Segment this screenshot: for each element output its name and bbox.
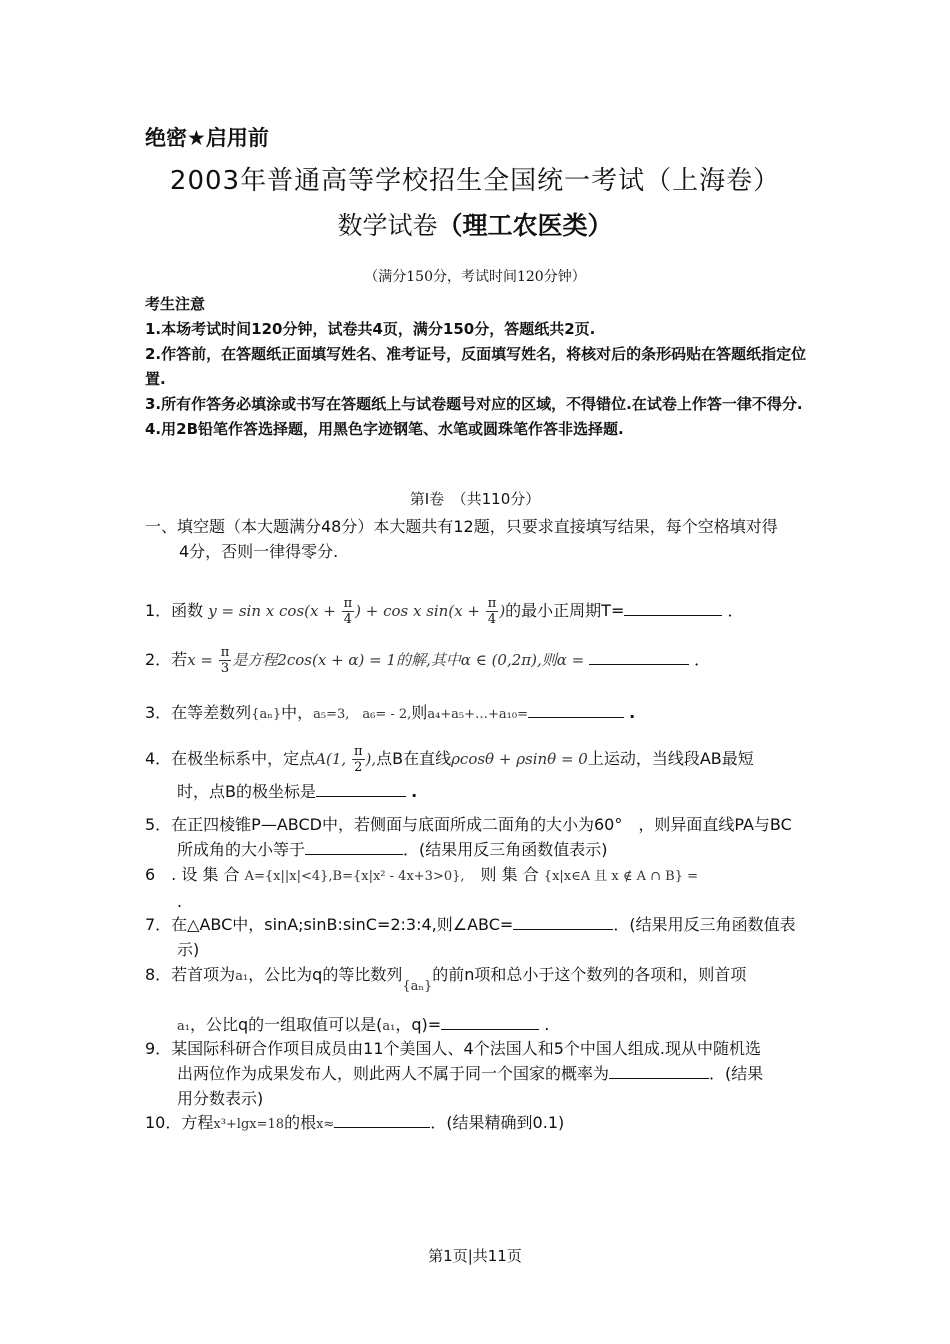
subject-prefix: 数学试卷: [337, 211, 438, 240]
q10-equation: x³+lgx=18: [213, 1117, 285, 1132]
q10-answer-blank: [334, 1111, 430, 1128]
intro-line: 一、填空题（本大题满分48分）本大题共有12题，只要求直接填写结果，每个空格填对得: [145, 517, 778, 536]
page-footer: 第1页|共11页: [428, 1247, 522, 1265]
exam-title: 2003年普通高等学校招生全国统一考试（上海卷）: [169, 166, 781, 196]
section-title: 第Ⅰ卷 （共110分）: [409, 490, 541, 508]
q2-formula: 是方程2cos(x + α) = 1的解,其中α ∈ (0,2π),则α =: [232, 651, 589, 669]
subject-suffix: （理工农医类）: [437, 211, 613, 240]
q2-answer-blank: [589, 648, 689, 665]
q2-fraction: $\frac{\pi}{3}$: [220, 645, 230, 676]
q7-answer-blank: [513, 913, 613, 930]
subject-title: [0, 206, 950, 242]
q1-fraction: $\frac{\pi}{4}$: [487, 596, 497, 627]
note-item: 4.用2B铅笔作答选择题，用黑色字迹钢笔、水笔或圆珠笔作答非选择题.: [145, 420, 624, 438]
question-2: 2．若x = $\frac{\pi}{3}$ 是方程2cos(x + α) = 1的解,其中α ∈ (0,2π),则α = ．: [145, 645, 711, 676]
q5-answer-blank: [305, 838, 403, 855]
q4-point: A(1,: [315, 750, 351, 768]
exam-info: （满分150分，考试时间120分钟）: [364, 269, 586, 285]
note-item: 3.所有作答务必填涂或书写在答题纸上与试卷题号对应的区域，不得错位.在试卷上作答一律不得分.: [145, 395, 803, 413]
q1-formula: y = sin x cos(x +: [208, 602, 341, 620]
question-1: 1．函数 y = sin x cos(x + $\frac{\pi}{4}$ ) + cos x sin(x + $\frac{\pi}{4}$ )的最小正周期T= ．: [145, 596, 744, 627]
question-10: 10．方程x³+lgx=18的根x≈ ．(结果精确到0.1): [145, 1113, 565, 1132]
q1-answer-blank: [624, 599, 722, 616]
q1-fraction: $\frac{\pi}{4}$: [343, 596, 353, 627]
question-7: 7．在△ABC中，sinA;sinB:sinC=2:3:4,则∠ABC= ．(结果用反三角函数值表 示): [145, 915, 796, 959]
section-intro: [145, 514, 810, 564]
secret-label: 绝密★启用前: [145, 126, 269, 150]
q2-prefix: 2．若: [145, 650, 188, 669]
note-item: 2.作答前，在答题纸正面填写姓名、准考证号，反面填写姓名，将核对后的条形码贴在答题纸指定位置.: [145, 345, 807, 388]
q3-sum: a₄+a₅+…+a₁₀=: [427, 707, 528, 722]
intro-line: 4分，否则一律得零分.: [179, 542, 339, 561]
q8-answer-blank: [441, 1013, 539, 1030]
q3-answer-blank: [528, 701, 624, 718]
q4-fraction: $\frac{\pi}{2}$: [353, 744, 363, 775]
note-item: 1.本场考试时间120分钟，试卷共4页，满分150分，答题纸共2页.: [145, 320, 596, 338]
question-8: 8．若首项为a₁，公比为q的等比数列$_{\{a_n\}}$的前n项和总小于这个数列的各项和，则首项 a₁，公比q的一组取值可以是(a₁，q)= .: [145, 965, 747, 1034]
q1-suffix: 的最小正周期T=: [505, 601, 625, 620]
q3-condition: a₅=3, a₆= - 2,: [313, 707, 412, 722]
question-5: 5．在正四棱锥P—ABCD中，若侧面与底面所成二面角的大小为60° ，则异面直线PA与BC 所成角的大小等于 ．(结果用反三角函数值表示): [145, 815, 792, 859]
q4-answer-blank: [316, 780, 406, 797]
q1-formula: ) + cos x sin(x +: [355, 602, 485, 620]
question-4: 4．在极坐标系中，定点A(1, $\frac{\pi}{2}$ ),点B在直线ρcosθ + ρsinθ = 0上运动，当线段AB最短 时，点B的极坐标是 .: [145, 744, 754, 801]
question-6: 6 . 设 集 合 A={x||x|<4},B={x|x² - 4x+3>0}, 则 集 合 {x|x∈A 且 x ∉ A ∩ B} = .: [145, 865, 699, 911]
q9-answer-blank: [609, 1062, 709, 1079]
notes-heading: 考生注意: [145, 295, 206, 313]
question-3: 3．在等差数列{aₙ}中，a₅=3, a₆= - 2,则a₄+a₅+…+a₁₀= .: [145, 703, 636, 722]
q8-sequence: {aₙ}: [402, 979, 433, 994]
notes-block: [145, 292, 810, 442]
q6-set: {x|x∈A 且 x ∉ A ∩ B} =: [543, 869, 699, 884]
q6-set-a: A={x||x|<4},B={x|x² - 4x+3>0},: [244, 869, 465, 884]
question-9: 9．某国际科研合作项目成员由11个美国人、4个法国人和5个中国人组成.现从中随机选 出两位作为成果发布人，则此两人不属于同一个国家的概率为 ．(结果 用分数表示): [145, 1039, 764, 1108]
q1-prefix: 1．函数: [145, 601, 204, 620]
q4-line: ρcosθ + ρsinθ = 0: [451, 750, 588, 768]
q3-sequence: {aₙ}: [251, 707, 282, 722]
